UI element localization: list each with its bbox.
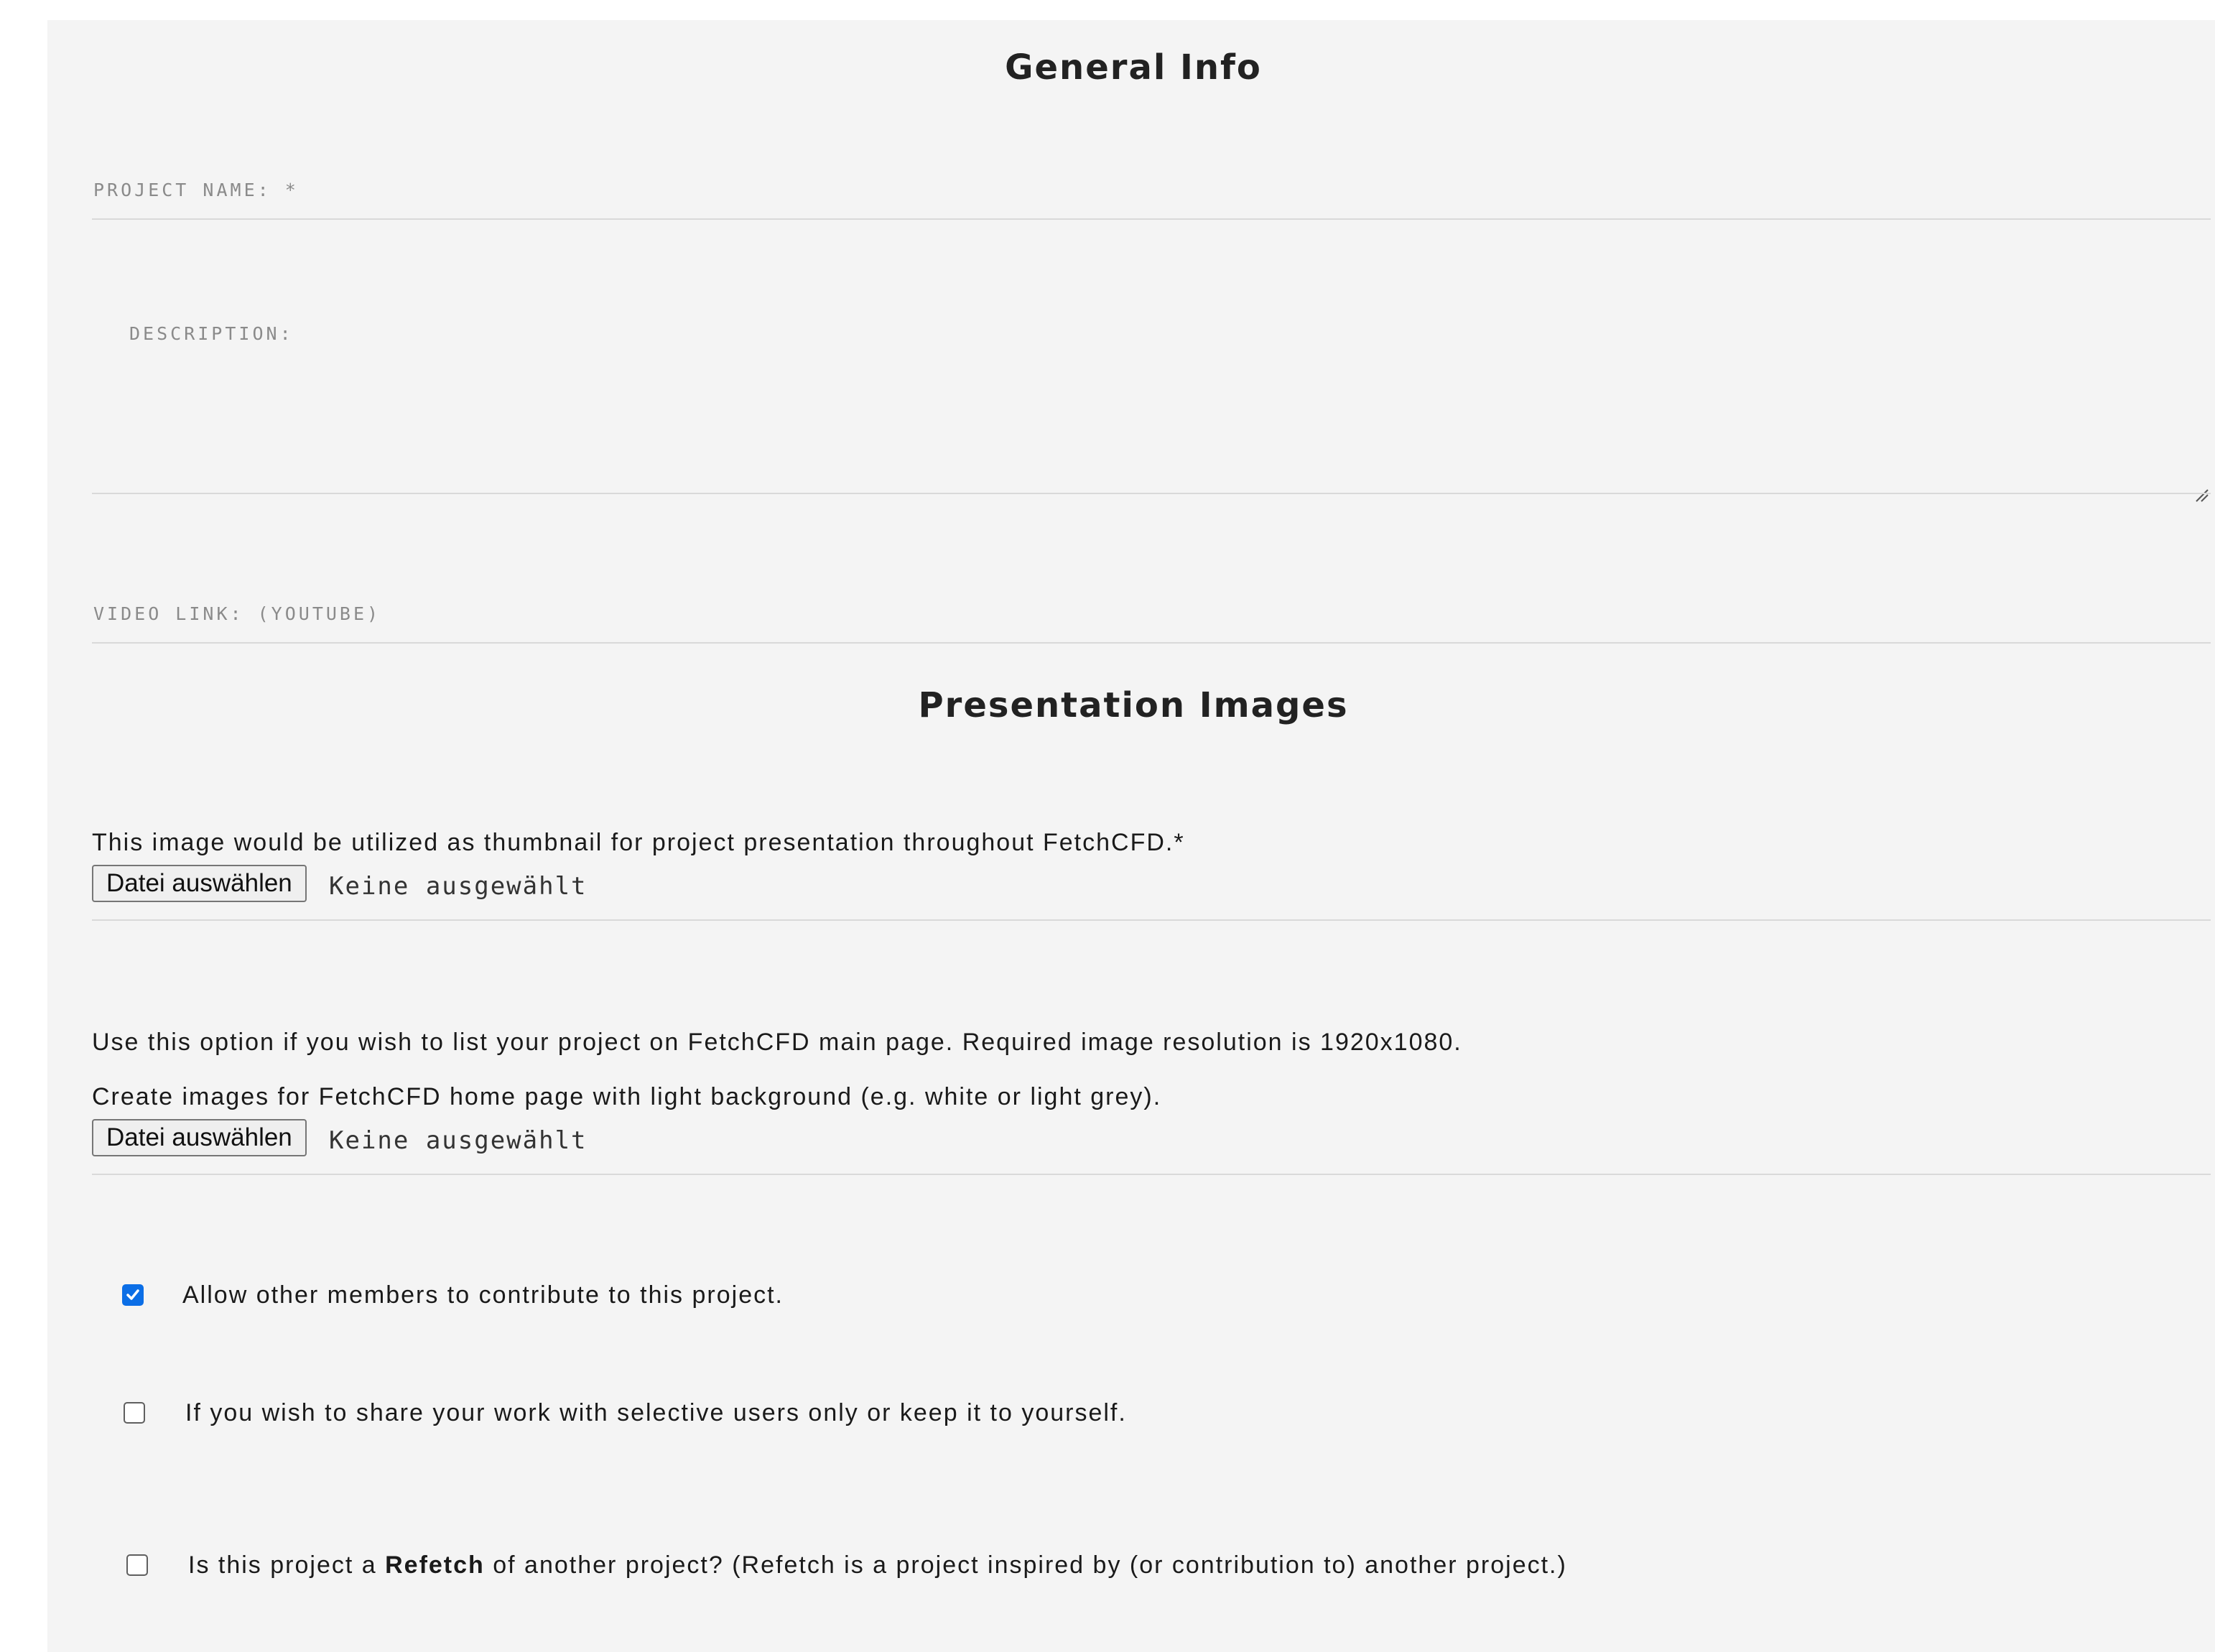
thumbnail-choose-file-button[interactable]: Datei auswählen <box>92 865 307 902</box>
thumbnail-underline <box>92 919 2211 921</box>
main-page-underline <box>92 1174 2211 1175</box>
presentation-images-heading: Presentation Images <box>918 685 1349 725</box>
thumbnail-file-status: Keine ausgewählt <box>329 872 588 901</box>
project-form-panel <box>47 20 2215 1652</box>
checkmark-icon <box>125 1287 141 1303</box>
allow-contribute-label: Allow other members to contribute to this project. <box>182 1281 784 1309</box>
project-name-input[interactable] <box>92 164 2211 207</box>
main-page-file-status: Keine ausgewählt <box>329 1126 588 1155</box>
allow-contribute-checkbox[interactable] <box>122 1284 144 1306</box>
video-link-underline <box>92 642 2211 644</box>
video-link-label: VIDEO LINK: (YOUTUBE) <box>93 603 381 624</box>
refetch-checkbox[interactable] <box>126 1554 148 1576</box>
main-page-description-line1: Use this option if you wish to list your project on FetchCFD main page. Required image resolution is 1920x1080. <box>92 1029 1462 1056</box>
thumbnail-description: This image would be utilized as thumbnail for project presentation throughout FetchCFD.* <box>92 829 1185 856</box>
video-link-input[interactable] <box>92 588 2211 631</box>
resize-grip-icon[interactable] <box>2195 488 2209 503</box>
refetch-label-bold: Refetch <box>385 1551 485 1579</box>
description-label: DESCRIPTION: <box>129 323 294 344</box>
refetch-label <box>188 1551 1567 1579</box>
project-name-underline <box>92 218 2211 220</box>
refetch-label-before: Is this project a <box>188 1551 386 1579</box>
refetch-label-after: of another project? (Refetch is a project inspired by (or contribution to) another project.) <box>484 1551 1567 1579</box>
main-page-description-line2: Create images for FetchCFD home page with light background (e.g. white or light grey). <box>92 1083 1162 1110</box>
selective-share-label: If you wish to share your work with selective users only or keep it to yourself. <box>185 1399 1127 1426</box>
project-name-label: PROJECT NAME: * <box>93 180 299 200</box>
general-info-heading: General Info <box>1005 47 1262 88</box>
description-textarea[interactable] <box>92 307 2211 503</box>
selective-share-checkbox[interactable] <box>124 1402 145 1424</box>
description-underline <box>92 493 2211 494</box>
main-page-choose-file-button[interactable]: Datei auswählen <box>92 1119 307 1156</box>
